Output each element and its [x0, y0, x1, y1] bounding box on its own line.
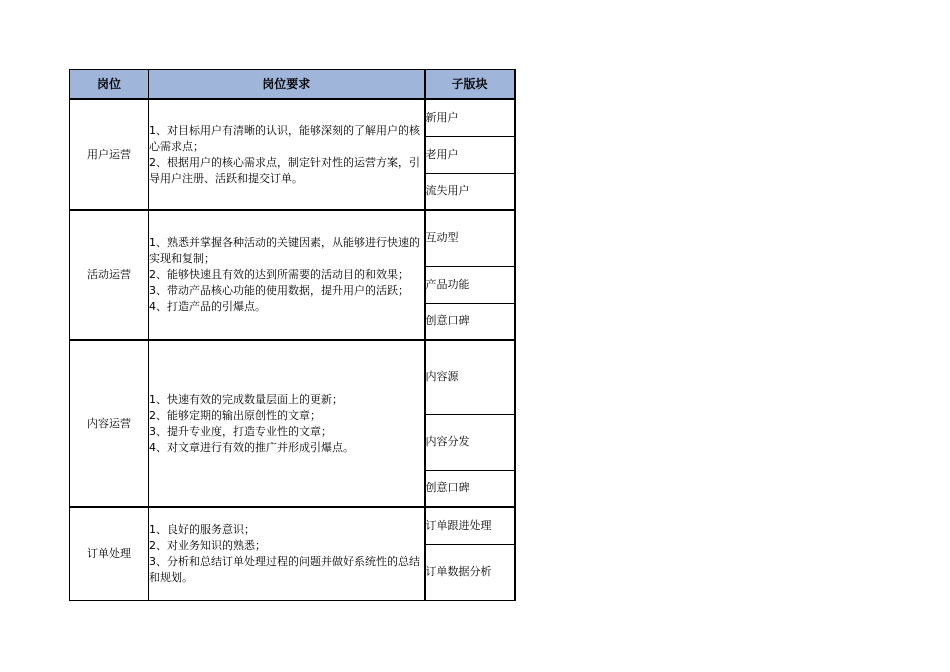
- position-cell: 活动运营: [70, 210, 149, 340]
- position-cell: 用户运营: [70, 99, 149, 210]
- submodule-cell: 老用户: [425, 136, 515, 173]
- table-row: [70, 99, 515, 136]
- requirement-cell: [149, 99, 425, 210]
- requirement-line: 1、对目标用户有清晰的认识，能够深刻的了解用户的核心需求点；: [149, 123, 420, 153]
- submodule-cell: 流失用户: [425, 173, 515, 210]
- submodule-cell: 创意口碑: [425, 470, 515, 507]
- requirement-cell: [149, 210, 425, 340]
- header-position: 岗位: [70, 70, 149, 100]
- requirement-line: 4、对文章进行有效的推广并形成引爆点。: [149, 440, 354, 454]
- table-row: [70, 210, 515, 266]
- header-requirement: 岗位要求: [149, 70, 425, 100]
- submodule-cell: 内容源: [425, 340, 515, 414]
- requirement-line: 2、能够定期的输出原创性的文章；: [149, 408, 321, 422]
- requirement-cell: [149, 340, 425, 507]
- table-row: [70, 507, 515, 544]
- requirement-cell: [149, 507, 425, 600]
- position-cell: 订单处理: [70, 507, 149, 600]
- position-cell: 内容运营: [70, 340, 149, 507]
- job-requirements-table: [69, 69, 516, 601]
- header-submodule: 子版块: [425, 70, 515, 100]
- requirement-line: 1、良好的服务意识；: [149, 522, 255, 536]
- submodule-cell: 订单跟进处理: [425, 507, 515, 544]
- header-row: [70, 70, 515, 100]
- submodule-cell: 新用户: [425, 99, 515, 136]
- requirement-line: 1、熟悉并掌握各种活动的关键因素，从能够进行快速的实现和复制；: [149, 236, 420, 265]
- submodule-cell: 内容分发: [425, 414, 515, 470]
- requirement-line: 2、能够快速且有效的达到所需要的活动目的和效果；: [149, 268, 409, 281]
- submodule-cell: 产品功能: [425, 266, 515, 303]
- requirement-line: 3、带动产品核心功能的使用数据，提升用户的活跃；: [149, 284, 409, 297]
- submodule-cell: 订单数据分析: [425, 544, 515, 600]
- table-row: [70, 340, 515, 414]
- requirement-line: 2、根据用户的核心需求点，制定针对性的运营方案，引导用户注册、活跃和提交订单。: [149, 155, 420, 185]
- requirement-line: 2、对业务知识的熟悉；: [149, 538, 266, 552]
- requirement-line: 3、提升专业度，打造专业性的文章；: [149, 424, 332, 438]
- submodule-cell: 互动型: [425, 210, 515, 266]
- requirement-line: 4、打造产品的引爆点。: [149, 300, 266, 313]
- requirement-line: 3、分析和总结订单处理过程的问题并做好系统性的总结和规划。: [149, 554, 420, 584]
- requirement-line: 1、快速有效的完成数量层面上的更新；: [149, 392, 343, 406]
- submodule-cell: 创意口碑: [425, 303, 515, 340]
